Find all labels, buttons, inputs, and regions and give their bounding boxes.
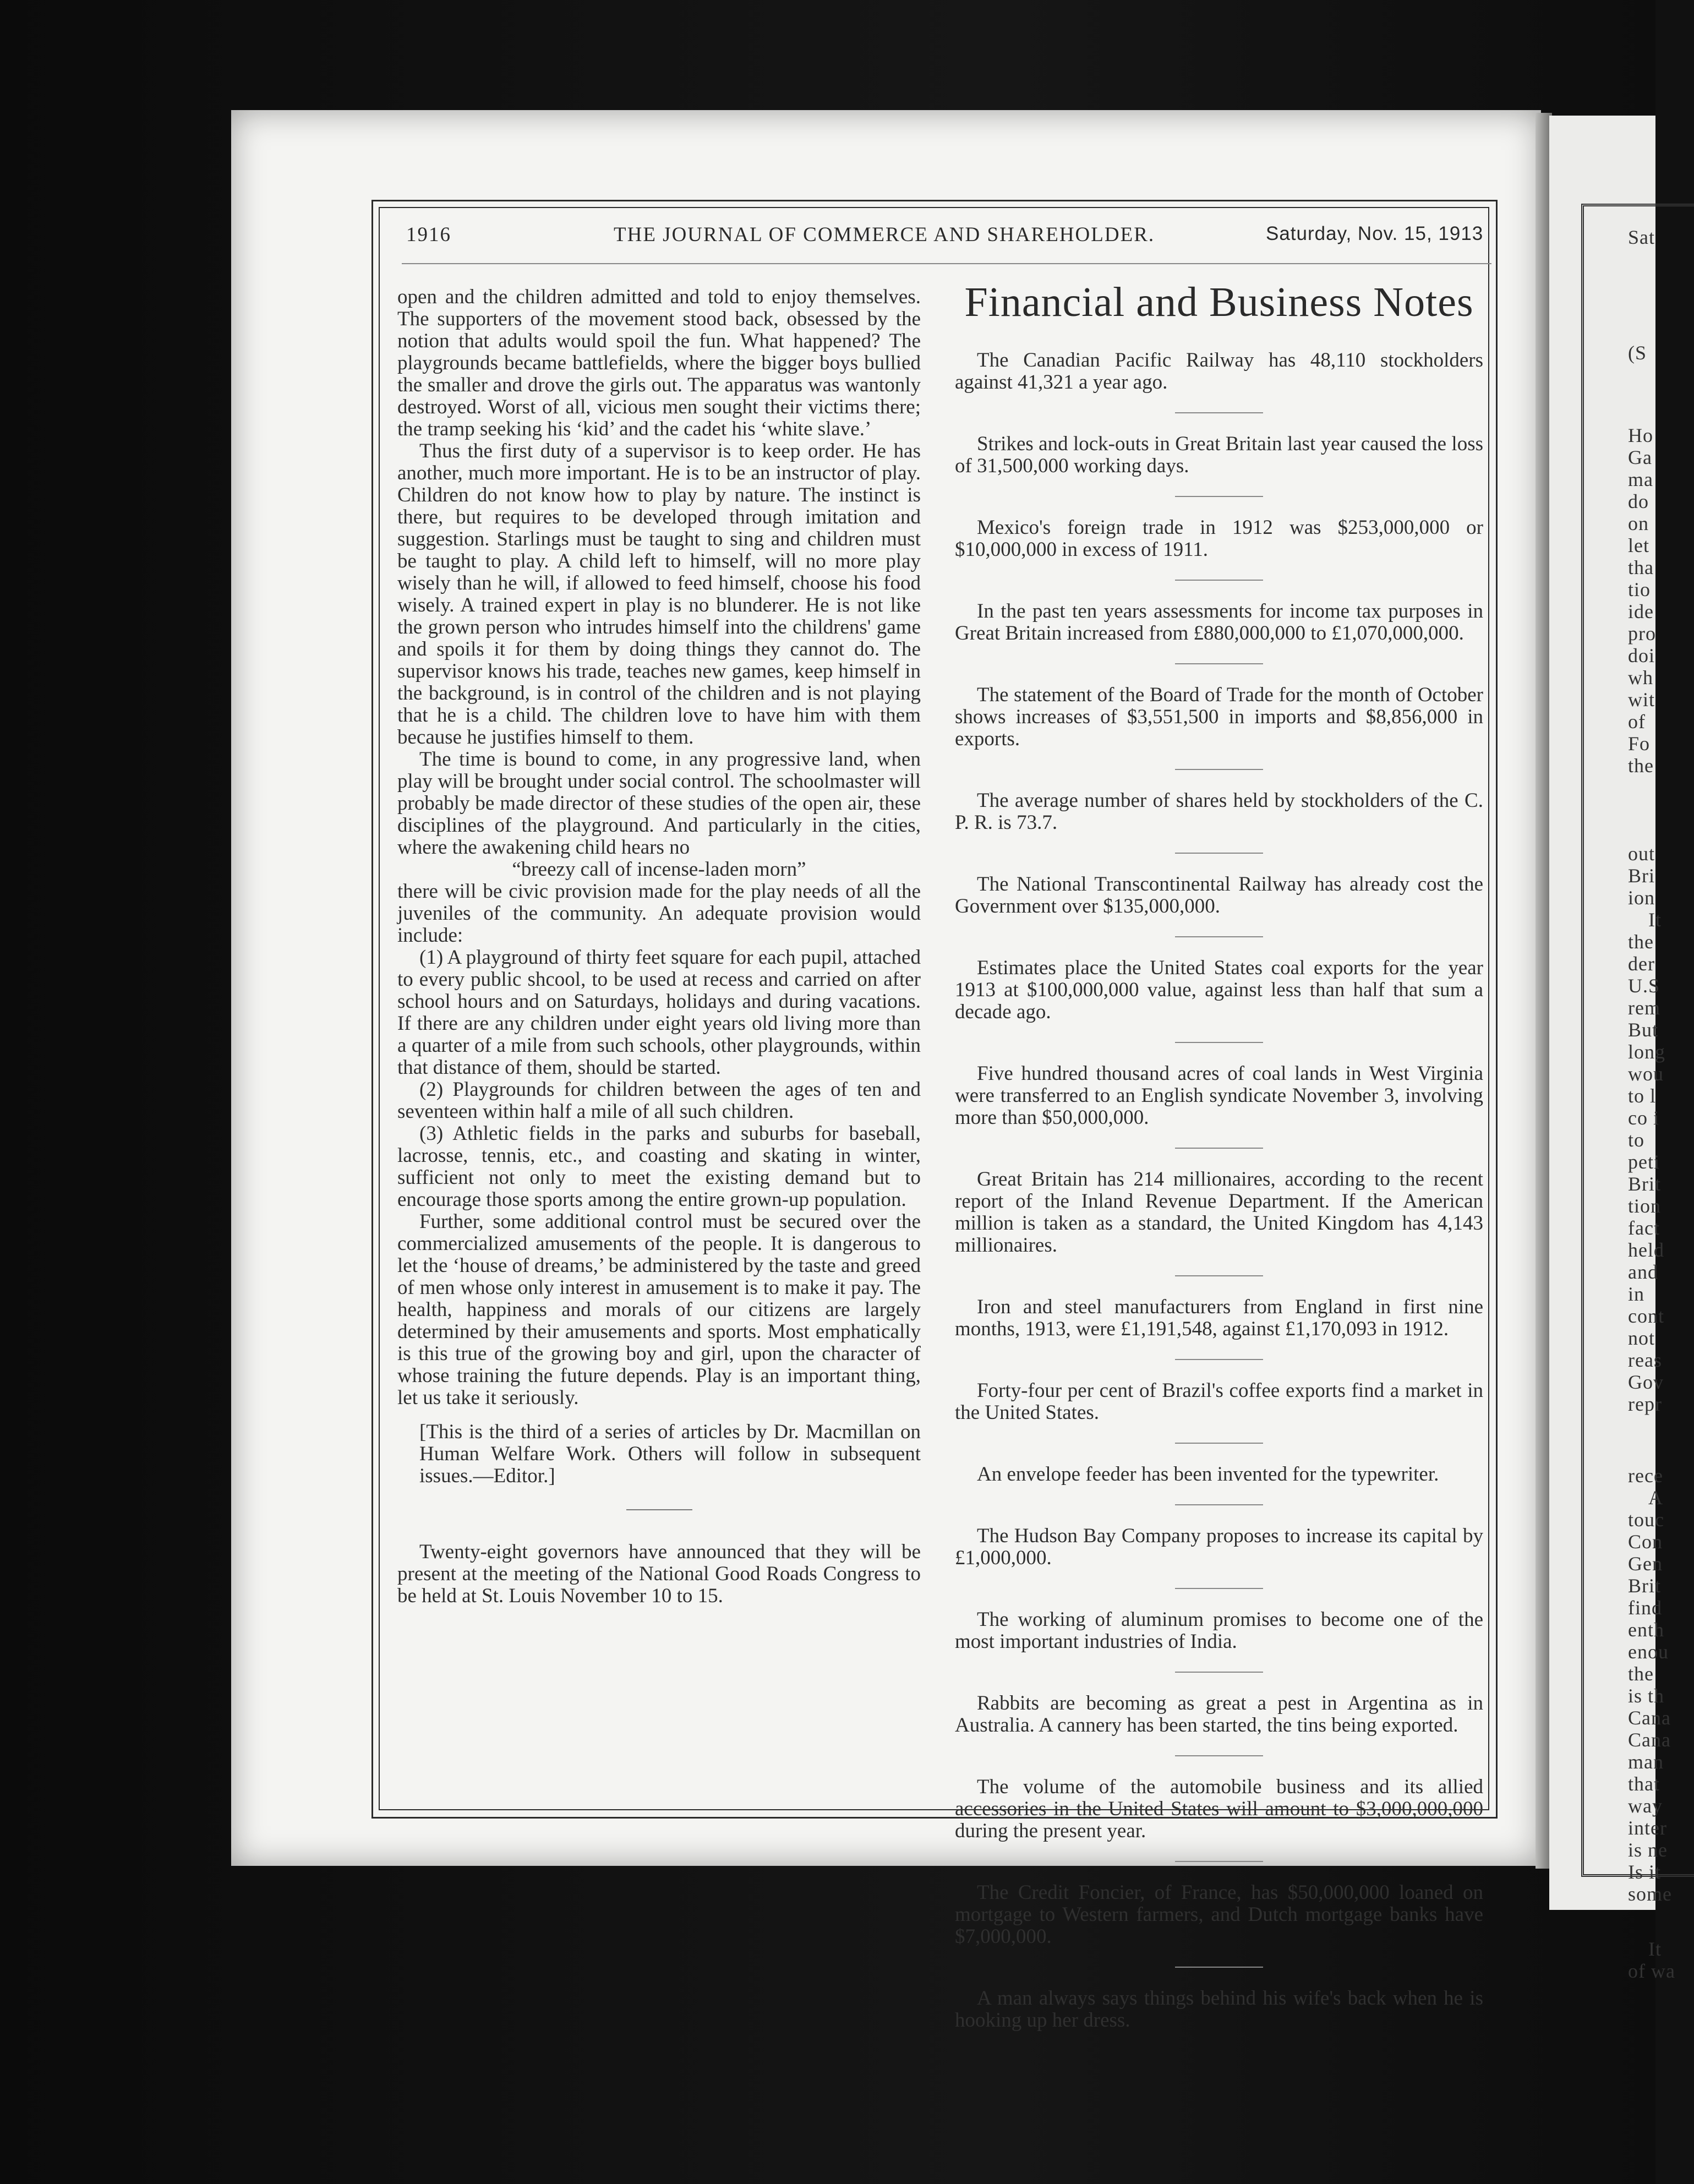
business-note	[955, 684, 1483, 750]
note-divider	[1175, 412, 1263, 413]
business-note	[955, 873, 1483, 918]
next-page-fragment: the	[1628, 1663, 1654, 1685]
note-divider	[1175, 769, 1263, 770]
next-page-fragment: Is it	[1628, 1861, 1662, 1883]
next-page-fragment: long	[1628, 1041, 1666, 1063]
business-note	[955, 600, 1483, 645]
next-page-fragment: tio	[1628, 578, 1651, 600]
next-page-fragment: ion	[1628, 887, 1655, 909]
business-note	[955, 433, 1483, 477]
note-divider	[1175, 853, 1263, 854]
business-note	[955, 1063, 1483, 1129]
next-page-fragment: It	[1648, 1938, 1662, 1960]
next-page-fragment: Brit	[1628, 1575, 1662, 1597]
business-note-text: Estimates place the United States coal exports for the year 1913 at $100,000,000 value, against less than half that sum a decade ago.	[955, 957, 1483, 1023]
next-page-fragment: Sat	[1628, 226, 1655, 248]
next-page-fragment: held	[1628, 1239, 1664, 1261]
article-paragraph: there will be civic provision made for the play needs of all the juveniles of the community. An adequate provision would include:	[397, 880, 921, 947]
article-paragraph: The time is bound to come, in any progressive land, when play will be brought under social control. The schoolmaster will probably be made director of these studies of the open air, these disciplines of the playground. And particularly in the cities, where the awakening child hears no	[397, 748, 921, 859]
business-note-text: The average number of shares held by stockholders of the C. P. R. is 73.7.	[955, 789, 1483, 834]
next-page-fragment: wh	[1628, 667, 1653, 689]
section-rule	[626, 1509, 692, 1510]
business-note	[955, 1692, 1483, 1737]
next-page-fragment: of	[1628, 711, 1646, 733]
business-note-text: Forty-four per cent of Brazil's coffee exports find a market in the United States.	[955, 1379, 1483, 1424]
next-page-fragment: ide	[1628, 600, 1654, 623]
business-note	[955, 790, 1483, 834]
next-page-fragment: the	[1628, 755, 1654, 777]
next-page-fragment: enou	[1628, 1641, 1669, 1663]
next-page-fragment: ma	[1628, 468, 1653, 490]
editor-note: [This is the third of a series of articles by Dr. Macmillan on Human Welfare Work. Others will follow in subsequent issues.—Editor.]	[419, 1421, 921, 1487]
article-paragraph: open and the children admitted and told to enjoy themselves. The supporters of the movement stood back, obsessed by the notion that adults would spoil the fun. What happened? The playgrounds became battlefields, where the bigger boys bullied the smaller and drove the girls out. The apparatus was wantonly destroyed. Worst of all, vicious men sought their victims there; the tramp seeking his ‘kid’ and the cadet his ‘white slave.’	[397, 286, 921, 440]
next-page-fragment: Ho	[1628, 424, 1653, 446]
next-page-fragment: that	[1628, 1773, 1660, 1795]
note-divider	[1175, 1359, 1263, 1360]
header-rule	[402, 263, 1491, 264]
provision-item: (3) Athletic fields in the parks and suburbs for baseball, lacrosse, tennis, etc., and coasting and skating in winter, sufficient not only to meet the existing demand but to encourage those sports among the entire grown-up population.	[397, 1122, 921, 1211]
article-paragraph: Further, some additional control must be secured over the commercialized amusements of the people. It is dangerous to let the ‘house of dreams,’ be administered by the taste and greed of men whose only interest in amusement is to make it pay. The health, happiness and morals of our citizens are largely determined by their amusements and sports. Most emphatically is this true of the growing boy and girl, upon the character of whose training the future depends. Play is an important thing, let us take it seriously.	[397, 1210, 921, 1409]
page-number: 1916	[406, 223, 451, 246]
next-page-fragment: and	[1628, 1261, 1658, 1283]
note-divider	[1175, 1148, 1263, 1149]
quoted-line: “breezy call of incense-laden morn”	[512, 858, 806, 881]
next-page-fragment: some	[1628, 1883, 1672, 1905]
note-divider	[1175, 936, 1263, 937]
note-divider	[1175, 663, 1263, 664]
next-page-fragment: to l	[1628, 1085, 1657, 1107]
business-note	[955, 1525, 1483, 1569]
business-note-text: The Credit Foncier, of France, has $50,000,000 loaned on mortgage to Western farmers, and Dutch mortgage banks have $7,000,000.	[955, 1881, 1483, 1948]
next-page-fragment: tion	[1628, 1195, 1662, 1217]
next-page-fragment: do	[1628, 490, 1649, 512]
next-page-fragment: inter	[1628, 1817, 1667, 1839]
next-page-fragment: way	[1628, 1795, 1663, 1817]
business-note-text: The volume of the automobile business and its allied accessories in the United States will amount to $3,000,000,000 during the present year.	[955, 1776, 1483, 1842]
next-page-fragment: wou	[1628, 1063, 1664, 1085]
business-note-text: A man always says things behind his wife's back when he is hooking up her dress.	[955, 1987, 1483, 2032]
business-note-text: Iron and steel manufacturers from England in first nine months, 1913, were £1,191,548, against £1,170,093 in 1912.	[955, 1296, 1483, 1340]
next-page-fragment: Fo	[1628, 733, 1651, 755]
next-page-fragment: Con	[1628, 1531, 1663, 1553]
business-note-text: Mexico's foreign trade in 1912 was $253,000,000 or $10,000,000 in excess of 1911.	[955, 516, 1483, 561]
journal-title: THE JOURNAL OF COMMERCE AND SHAREHOLDER.	[614, 223, 1155, 246]
next-page-fragment: find	[1628, 1597, 1662, 1619]
note-divider	[1175, 1443, 1263, 1444]
business-note	[955, 1988, 1483, 2032]
business-note	[955, 1380, 1483, 1424]
next-page-fragment: co i	[1628, 1107, 1659, 1129]
next-page-fragment: U.S	[1628, 975, 1660, 997]
next-page-fragment: It	[1648, 909, 1662, 931]
next-page-fragment: Gov	[1628, 1371, 1664, 1393]
business-notes-list	[955, 350, 1483, 2032]
next-page-fragment: to	[1628, 1129, 1645, 1151]
next-page-fragment: doi	[1628, 645, 1655, 667]
next-page-fragment: enth	[1628, 1619, 1664, 1641]
business-note-text: The Hudson Bay Company proposes to increase its capital by £1,000,000.	[955, 1525, 1483, 1569]
business-note	[955, 1169, 1483, 1257]
business-note-text: In the past ten years assessments for income tax purposes in Great Britain increased from £880,000,000 to £1,070,000,000.	[955, 600, 1483, 645]
next-page-fragment: Brit	[1628, 1173, 1662, 1195]
next-page-fragment: is th	[1628, 1685, 1665, 1707]
business-note-text: The statement of the Board of Trade for the month of October shows increases of $3,551,500 in imports and $8,856,000 in exports.	[955, 684, 1483, 750]
provision-item: (2) Playgrounds for children between the ages of ten and seventeen within half a mile of all such children.	[397, 1078, 921, 1123]
next-page-fragment: pro	[1628, 623, 1656, 645]
business-note-text: Strikes and lock-outs in Great Britain last year caused the loss of 31,500,000 working days.	[955, 433, 1483, 477]
next-page-fragment: fact	[1628, 1217, 1660, 1239]
business-note	[955, 350, 1483, 394]
note-divider	[1175, 1042, 1263, 1043]
business-note	[955, 1296, 1483, 1340]
provision-item: (1) A playground of thirty feet square for each pupil, attached to every public shcool, to be used at recess and carried on after school hours and on Saturdays, holidays and during vacations. If there are any children under eight years old living more than a quarter of a mile from such schools, other playgrounds, within that distance of them, should be started.	[397, 946, 921, 1079]
note-divider	[1175, 1275, 1263, 1276]
business-note	[955, 517, 1483, 561]
next-page-fragment: Cana	[1628, 1729, 1671, 1751]
note-divider	[1175, 1504, 1263, 1505]
next-page-fragment: wit	[1628, 689, 1655, 711]
next-page-fragment: Bri	[1628, 865, 1655, 887]
next-page-fragment: Ga	[1628, 446, 1652, 468]
next-page-fragment: tha	[1628, 556, 1654, 578]
next-page-fragment: not	[1628, 1327, 1655, 1349]
note-divider	[1175, 1588, 1263, 1589]
business-note-text: The Canadian Pacific Railway has 48,110 stockholders against 41,321 a year ago.	[955, 349, 1483, 394]
note-divider	[1175, 496, 1263, 497]
governors-paragraph: Twenty-eight governors have announced that they will be present at the meeting of the National Good Roads Congress to be held at St. Louis November 10 to 15.	[397, 1541, 921, 1607]
note-divider	[1175, 580, 1263, 581]
business-note	[955, 957, 1483, 1023]
business-note-text: The National Transcontinental Railway has already cost the Government over $135,000,000.	[955, 873, 1483, 918]
next-page-fragment: der	[1628, 953, 1655, 975]
next-page-fragment: reas	[1628, 1349, 1662, 1371]
next-page-fragment: of wa	[1628, 1960, 1675, 1982]
business-note	[955, 1776, 1483, 1842]
next-page-fragment: rem	[1628, 997, 1660, 1019]
article-paragraph: Thus the first duty of a supervisor is to keep order. He has another, much more important. He is to be an instructor of play. Children do not know how to play by nature. The instinct is there, but requires to be developed through imitation and suggestion. Starlings must be taught to sing and children must be taught to play. A child left to himself, will no more play wisely than he will, if allowed to feed himself, choose his food wisely. A trained expert in play is no blunderer. He is not like the grown person who intrudes himself into the childrens' game and spoils it for them by doing things they cannot do. The supervisor knows his trade, teaches new games, keep himself in the background, is in control of the children and is not playing that he is a child. The children love to have him with them because he justifies himself to them.	[397, 440, 921, 749]
next-page-fragment: cont	[1628, 1305, 1664, 1327]
next-page-fragment: repr	[1628, 1393, 1662, 1415]
next-page-fragment: But	[1628, 1019, 1659, 1041]
next-page-fragment: (S	[1628, 342, 1647, 364]
next-page-fragment: on	[1628, 512, 1649, 534]
business-note	[955, 1609, 1483, 1653]
next-page-fragment: man	[1628, 1751, 1664, 1773]
next-page-fragment: A	[1648, 1487, 1663, 1509]
next-page-fragment: is ne	[1628, 1839, 1668, 1861]
business-note	[955, 1882, 1483, 1948]
next-page-fragment: in	[1628, 1283, 1645, 1305]
next-page-fragment: peti	[1628, 1151, 1660, 1173]
next-page-fragment: Cana	[1628, 1707, 1671, 1729]
next-page-fragment: let	[1628, 534, 1649, 556]
next-page-fragment: touc	[1628, 1509, 1664, 1531]
issue-date: Saturday, Nov. 15, 1913	[1266, 223, 1484, 244]
next-page-fragment: rece	[1628, 1465, 1663, 1487]
business-note-text: Five hundred thousand acres of coal lands in West Virginia were transferred to an English syndicate November 3, involving more than $50,000,000.	[955, 1062, 1483, 1129]
note-divider	[1175, 1672, 1263, 1673]
left-column	[397, 286, 921, 1607]
business-note-text: The working of aluminum promises to become one of the most important industries of India.	[955, 1608, 1483, 1653]
note-divider	[1175, 1861, 1263, 1862]
next-page-fragment: Gen	[1628, 1553, 1663, 1575]
note-divider	[1175, 1967, 1263, 1968]
business-note-text: Great Britain has 214 millionaires, according to the recent report of the Inland Revenue Department. If the American million is taken as a standard, the United Kingdom has 4,143 millionaires.	[955, 1168, 1483, 1257]
next-page-fragment: out	[1628, 843, 1655, 865]
next-page-fragment: the	[1628, 931, 1654, 953]
business-note	[955, 1464, 1483, 1486]
section-title: Financial and Business Notes	[964, 279, 1474, 325]
note-divider	[1175, 1755, 1263, 1756]
business-note-text: Rabbits are becoming as great a pest in Argentina as in Australia. A cannery has been started, the tins being exported.	[955, 1692, 1483, 1737]
business-note-text: An envelope feeder has been invented for the typewriter.	[977, 1463, 1439, 1486]
